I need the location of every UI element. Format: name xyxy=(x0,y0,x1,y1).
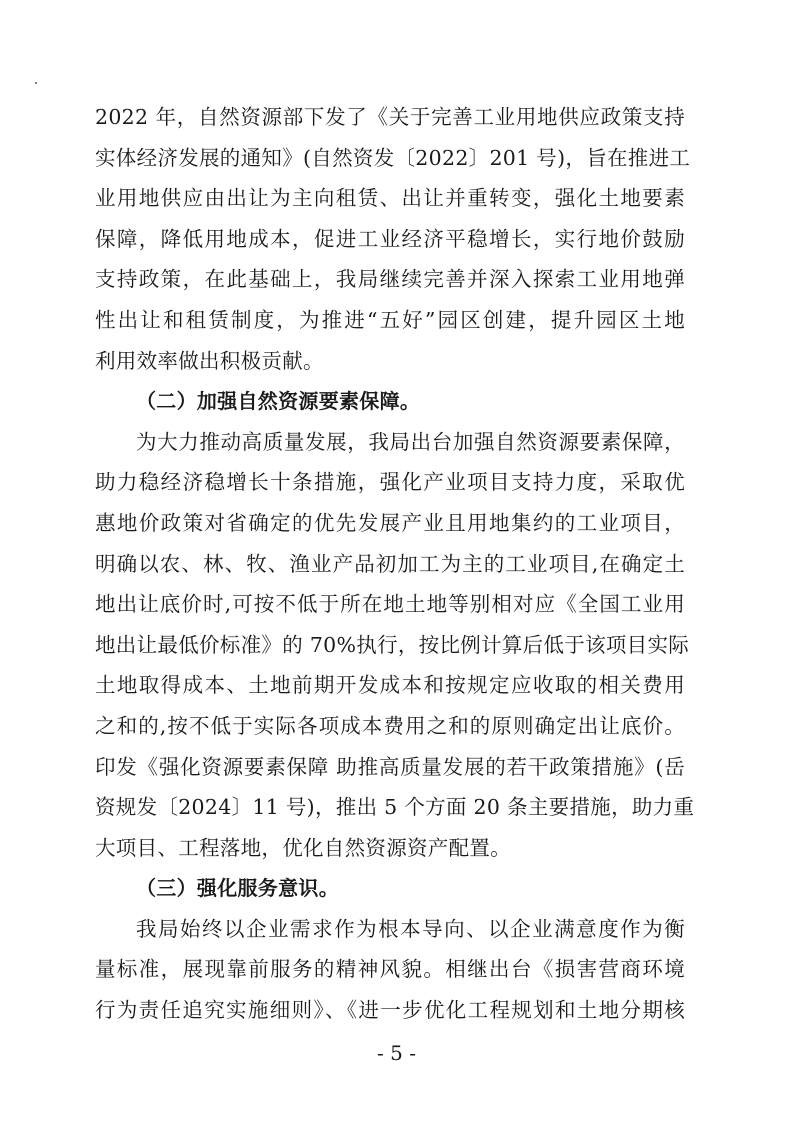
paragraph-line: 明确以农、林、牧、渔业产品初加工为主的工业项目,在确定土 xyxy=(95,551,685,576)
scan-speck xyxy=(35,82,37,84)
paragraph-line: 大项目、工程落地，优化自然资源资产配置。 xyxy=(95,835,511,860)
section-heading: （二）加强自然资源要素保障。 xyxy=(136,389,421,414)
paragraph-line: 支持政策，在此基础上，我局继续完善并深入探索工业用地弹 xyxy=(95,267,685,292)
document-body xyxy=(95,97,695,1031)
paragraph-line: 性出让和租赁制度，为推进“五好”园区创建，提升园区土地 xyxy=(95,307,685,332)
paragraph-line: 行为责任追究实施细则》、《进一步优化工程规划和土地分期核 xyxy=(95,998,685,1023)
paragraph-line: 助力稳经济稳增长十条措施，强化产业项目支持力度，采取优 xyxy=(95,470,685,495)
paragraph-line: 业用地供应由出让为主向租赁、出让并重转变，强化土地要素 xyxy=(95,186,685,211)
paragraph-line: 之和的,按不低于实际各项成本费用之和的原则确定出让底价。 xyxy=(95,713,685,738)
paragraph-line: 印发《强化资源要素保障 助推高质量发展的若干政策措施》(岳 xyxy=(95,754,685,779)
paragraph-line: 保障，降低用地成本，促进工业经济平稳增长，实行地价鼓励 xyxy=(95,226,685,251)
page-number: - 5 - xyxy=(377,1041,416,1065)
paragraph-line: 我局始终以企业需求作为根本导向、以企业满意度作为衡 xyxy=(136,916,685,941)
paragraph-line: 土地取得成本、土地前期开发成本和按规定应收取的相关费用 xyxy=(95,673,685,698)
paragraph-line: 地出让底价时,可按不低于所在地土地等别相对应《全国工业用 xyxy=(95,592,685,617)
paragraph-line: 为大力推动高质量发展，我局出台加强自然资源要素保障， xyxy=(136,429,685,454)
section-heading: （三）强化服务意识。 xyxy=(136,876,339,901)
paragraph-line: 实体经济发展的通知》(自然资发〔2022〕201 号)，旨在推进工 xyxy=(95,145,691,170)
paragraph-line: 地出让最低价标准》的 70%执行，按比例计算后低于该项目实际 xyxy=(95,632,690,657)
paragraph-line: 利用效率做出积极贡献。 xyxy=(95,348,324,373)
paragraph-line: 惠地价政策对省确定的优先发展产业且用地集约的工业项目， xyxy=(95,510,685,535)
paragraph-line: 2022 年，自然资源部下发了《关于完善工业用地供应政策支持 xyxy=(95,105,685,129)
paragraph-line: 量标准，展现靠前服务的精神风貌。相继出台《损害营商环境 xyxy=(95,957,685,982)
paragraph-line: 资规发〔2024〕11 号)，推出 5 个方面 20 条主要措施，助力重 xyxy=(95,795,695,820)
